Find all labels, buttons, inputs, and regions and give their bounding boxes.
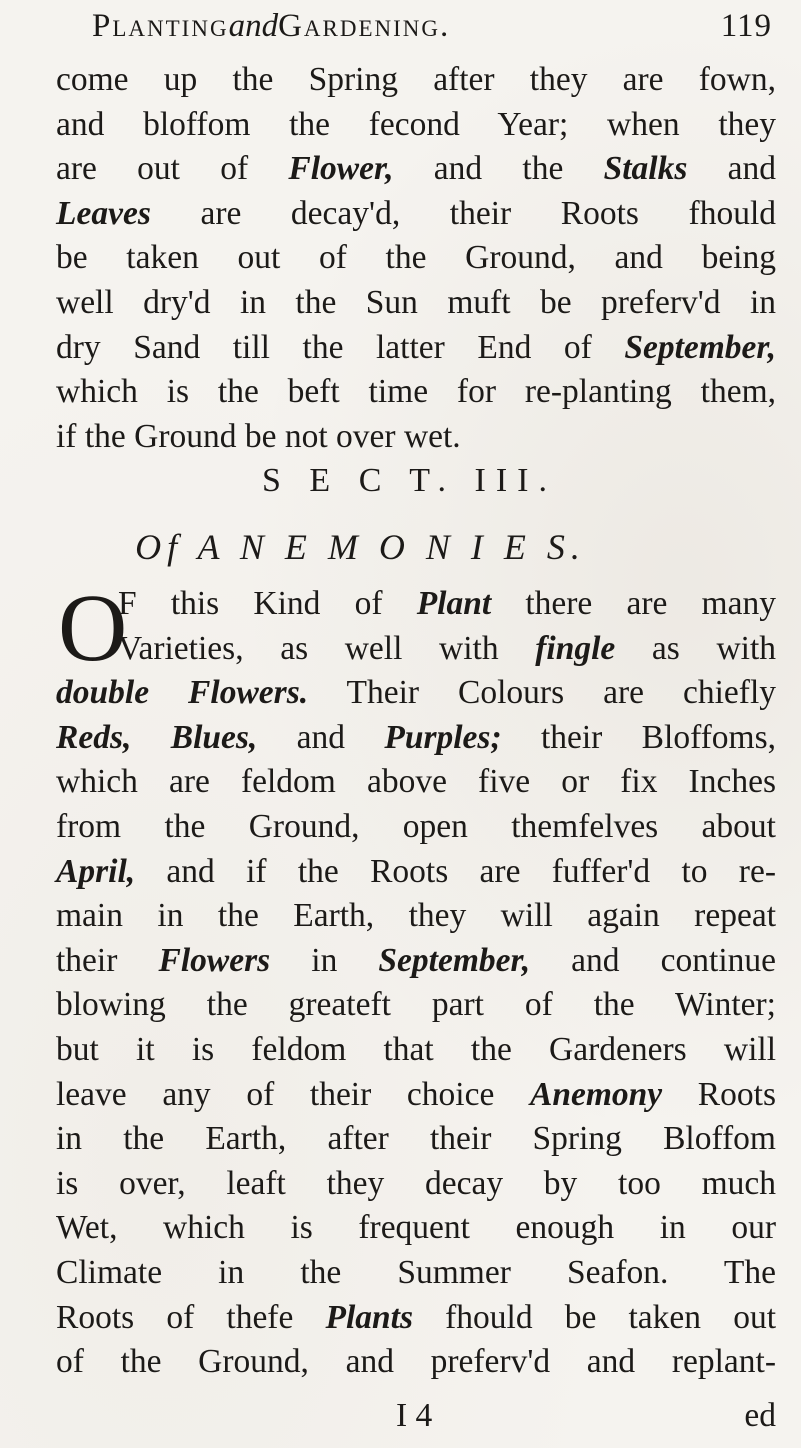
text-line: blowing the greateft part of the Winter; [56,986,776,1024]
italic-segment: Flower, [288,150,394,188]
italic-segment: Leaves [56,194,151,232]
text-line: from the Ground, open themfelves about [56,807,776,845]
section-title-of: Of [135,527,184,567]
text-segment: and if the Roots are fuffer'd to re- [135,852,776,890]
running-head [92,8,772,52]
section-title-name: A N E M O N I E S. [197,527,586,567]
running-head-title-part1: Planting [92,8,229,44]
italic-segment: Anemony [529,1075,663,1113]
text-line: come up the Spring after they are fown, [56,61,776,98]
text-line: which are feldom above five or fix Inches [56,763,776,801]
text-segment: their Bloffoms, [501,718,777,756]
page-footer [56,1397,776,1441]
catchword: ed [744,1397,776,1434]
text-line: is over, leaft they decay by too much [56,1164,776,1202]
text-line: main in the Earth, they will again repeat [56,897,776,935]
text-line [56,147,776,192]
italic-segment: April, [56,852,136,890]
signature-mark: I 4 [396,1397,433,1434]
italic-segment: Plants [325,1298,413,1336]
text-line [56,326,776,371]
text-line: be taken out of the Ground, and being [56,239,776,277]
text-line [56,716,776,761]
italic-segment: September, [378,941,531,979]
text-segment: and continue [530,941,776,979]
main-paragraph [56,574,777,1385]
text-line: Wet, which is frequent enough in our [56,1209,776,1247]
italic-segment: Flowers [158,941,271,979]
running-head-title-and: and [228,8,279,44]
text-segment: in [270,941,379,979]
text-line [56,582,776,627]
section-label: S E C T. III. [262,462,557,499]
italic-segment: September, [624,328,776,366]
text-line [56,671,776,716]
text-segment: their [56,941,159,979]
text-line: well dry'd in the Sun muft be preferv'd in [56,283,776,321]
italic-segment: fingle [535,629,616,667]
italic-segment: Purples; [384,718,502,756]
text-segment: and [257,718,385,756]
text-segment: leave any of their choice [56,1075,530,1113]
text-segment: as with [615,629,777,667]
text-line [56,850,776,895]
text-segment: Roots of thefe [56,1298,326,1336]
text-line: if the Ground be not over wet. [56,417,461,455]
text-line: of the Ground, and preferv'd and replant- [56,1343,776,1381]
text-line: and bloffom the fecond Year; when they [56,105,776,143]
italic-segment: Blues, [170,718,258,756]
drop-cap: O [58,574,128,681]
text-segment [131,719,170,756]
page-number: 119 [720,8,772,44]
italic-segment: Plant [416,585,492,622]
italic-segment: double Flowers. [56,674,309,712]
text-segment: F this Kind of [118,585,417,622]
running-head-title-part2: Gardening. [278,8,451,44]
text-line [56,192,776,237]
italic-segment: Reds, [56,718,132,756]
text-segment: fhould be taken out [412,1298,776,1336]
text-line: Climate in the Summer Seafon. The [56,1253,776,1291]
text-segment: are out of [56,150,289,188]
text-line: which is the beft time for re-planting them, [56,373,776,411]
text-segment: there are many [491,585,776,622]
text-line: in the Earth, after their Spring Bloffom [56,1120,776,1158]
text-line [56,939,776,984]
text-line [56,1296,776,1341]
text-line: but it is feldom that the Gardeners will [56,1030,776,1068]
continued-paragraph [56,58,776,459]
text-line [56,1073,776,1118]
text-segment: Their Colours are chiefly [308,674,776,712]
text-segment: and the [393,150,604,188]
text-segment: and [687,150,777,188]
text-segment: dry Sand till the latter End of [56,328,625,366]
text-segment: Roots [662,1075,776,1113]
text-segment: are decay'd, their Roots fhould [150,194,776,232]
text-segment: Varieties, as well with [118,629,536,667]
text-line [56,627,776,672]
italic-segment: Stalks [603,150,688,188]
section-title [0,526,801,568]
